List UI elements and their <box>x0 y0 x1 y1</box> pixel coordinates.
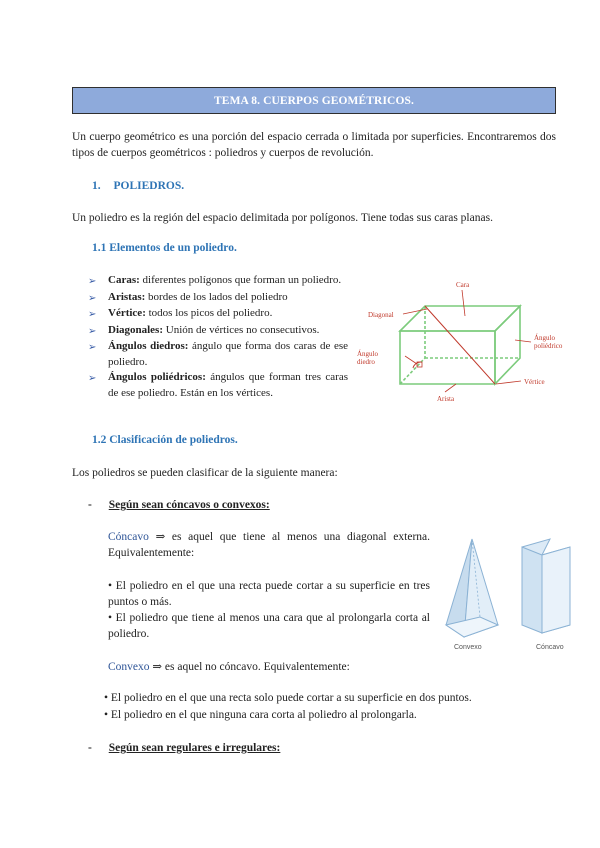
prism-top-face <box>400 306 520 331</box>
term: Aristas: <box>108 290 146 303</box>
desc: Unión de vértices no consecutivos. <box>163 323 320 336</box>
implies-icon: ⇒ <box>155 531 166 543</box>
label-convexo: Convexo <box>454 644 482 651</box>
criterion-regulares-irregulares <box>88 740 280 756</box>
poliedro-definition: Un poliedro es la región del espacio delimitada por polígonos. Tiene todas sus caras planas. <box>72 212 493 224</box>
convexo-bullet-2: • El poliedro en el que ninguna cara corta al poliedro al prolongarla. <box>104 709 417 721</box>
label-angulo-poliedrico-2: poliédrico <box>534 342 563 350</box>
list-item <box>88 323 348 340</box>
list-item <box>88 273 348 290</box>
criterion-label: Según sean cóncavos o convexos: <box>108 499 270 511</box>
dash-bullet: - <box>88 499 92 511</box>
section-title: POLIEDROS. <box>113 180 185 192</box>
label-angulo-diedro-2: diedro <box>357 358 375 366</box>
arrow-bullet-icon: ➢ <box>88 276 97 287</box>
label-arista: Arista <box>437 395 455 403</box>
list-item <box>88 290 348 307</box>
list-item <box>88 370 348 401</box>
criterion-concavo-convexo <box>88 497 270 513</box>
label-cara: Cara <box>456 281 470 289</box>
prism-elements-diagram <box>355 276 580 406</box>
arrow-bullet-icon: ➢ <box>88 309 97 320</box>
term: Caras: <box>108 274 140 286</box>
label-vertice: Vértice <box>524 378 545 386</box>
implies-icon: ⇒ <box>152 661 163 673</box>
convexo-definition <box>108 659 350 675</box>
desc: ángulos que forman tres caras de ese poliedro. Están en los vértices. <box>108 371 348 399</box>
arrow-bullet-icon: ➢ <box>88 373 97 384</box>
concavo-term: Cóncavo <box>108 531 149 543</box>
desc: ángulo que forma dos caras de ese poliedro. <box>108 340 348 368</box>
arrow-bullet-icon: ➢ <box>88 342 97 353</box>
concavo-bullet-2: • El poliedro que tiene al menos una cara que al prolongarla corta al poliedro. <box>108 612 430 640</box>
diagonal-line <box>425 306 495 384</box>
desc: bordes de los lados del poliedro <box>145 290 288 303</box>
label-angulo-poliedrico-1: Ángulo <box>534 334 555 342</box>
convex-concave-figure <box>440 533 590 653</box>
section-number: 1. <box>92 180 101 192</box>
desc: diferentes polígonos que forman un poliedro. <box>139 274 342 286</box>
clasificacion-intro: Los poliedros se pueden clasificar de la siguiente manera: <box>72 467 338 479</box>
convexo-term: Convexo <box>108 661 150 673</box>
prism-right-face <box>495 306 520 384</box>
concavo-definition <box>108 529 430 561</box>
subsection-heading-1-2: 1.2 Clasificación de poliedros. <box>92 434 238 446</box>
elements-list <box>88 273 348 401</box>
desc: todos los picos del poliedro. <box>145 307 273 319</box>
term: Ángulos diedros: <box>108 340 189 352</box>
term: Diagonales: <box>108 323 163 336</box>
criterion-label: Según sean regulares e irregulares: <box>108 742 281 754</box>
page-title: TEMA 8. CUERPOS GEOMÉTRICOS. <box>72 87 556 114</box>
concavo-text: es aquel que tiene al menos una diagonal externa. Equivalentemente: <box>108 531 430 559</box>
concavo-bullet-1: • El poliedro en el que una recta puede cortar a su superficie en tres puntos o más. <box>108 580 430 608</box>
convexo-bullet-1: • El poliedro en el que una recta solo puede cortar a su superficie en dos puntos. <box>104 692 472 704</box>
label-angulo-diedro-1: Ángulo <box>357 350 378 358</box>
list-item <box>88 339 348 370</box>
term: Ángulos poliédricos: <box>108 371 206 383</box>
label-diagonal: Diagonal <box>368 311 394 319</box>
label-concavo: Cóncavo <box>536 644 564 651</box>
list-item <box>88 306 348 323</box>
arrow-bullet-icon: ➢ <box>88 325 97 337</box>
subsection-heading-1-1: 1.1 Elementos de un poliedro. <box>92 242 237 254</box>
arrow-bullet-icon: ➢ <box>88 292 97 304</box>
convexo-text: es aquel no cóncavo. Equivalentemente: <box>162 661 350 673</box>
term: Vértice: <box>108 307 146 319</box>
dash-bullet: - <box>88 742 92 754</box>
section-heading-1 <box>92 180 184 192</box>
intro-paragraph: Un cuerpo geométrico es una porción del espacio cerrada o limitada por superficies. Encontraremos dos tipos de cuerpos geométricos : poliedros y cuerpos de revolución. <box>72 131 556 159</box>
